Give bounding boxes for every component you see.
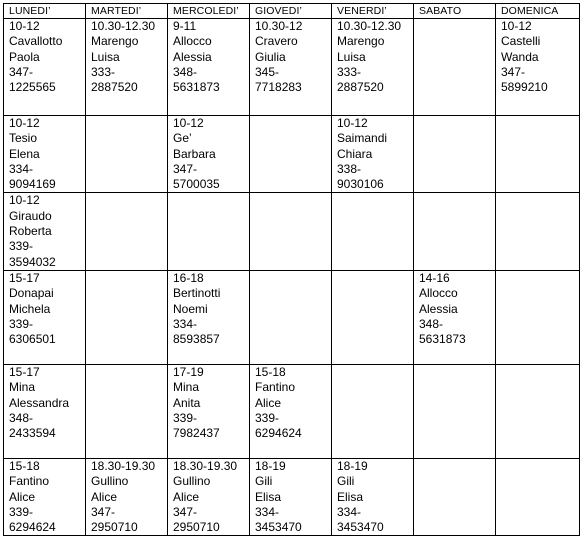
cell-line: Giraudo xyxy=(9,208,52,223)
cell-line: 347- xyxy=(91,504,116,519)
schedule-cell-martedi xyxy=(86,19,168,116)
cell-line: 18.30-19.30 xyxy=(91,458,156,473)
cell-line: 14-16 xyxy=(419,270,450,285)
schedule-cell-lunedi xyxy=(4,19,86,116)
cell-line: 339- xyxy=(9,316,34,331)
cell-line: Giulia xyxy=(255,49,286,64)
cell-line: 7718283 xyxy=(255,80,302,95)
schedule-cell-venerdi xyxy=(332,458,414,535)
cell-line: 2433594 xyxy=(9,426,56,441)
cell-line: Alice xyxy=(173,489,200,504)
cell-line: 1225565 xyxy=(9,80,56,95)
cell-line: 347- xyxy=(501,64,526,79)
cell-line: 3453470 xyxy=(255,520,302,535)
cell-line: 3453470 xyxy=(337,520,384,535)
schedule-cell-domenica xyxy=(496,270,580,364)
cell-line: Saimandi xyxy=(337,131,388,146)
cell-line: 10-12 xyxy=(337,116,368,130)
schedule-cell-martedi xyxy=(86,116,168,193)
cell-line: Barbara xyxy=(173,146,216,161)
cell-line: 18-19 xyxy=(337,458,368,473)
schedule-cell-giovedi xyxy=(250,458,332,535)
cell-line: Gili xyxy=(337,474,355,489)
schedule-cell-martedi xyxy=(86,270,168,364)
schedule-cell-martedi xyxy=(86,458,168,535)
cell-line: 339- xyxy=(9,239,34,254)
schedule-cell-giovedi xyxy=(250,116,332,193)
cell-line: Marengo xyxy=(337,34,385,49)
cell-line: 2887520 xyxy=(337,80,384,95)
cell-line: 2950710 xyxy=(173,520,220,535)
cell-line: Fantino xyxy=(9,474,50,489)
header-martedi: MARTEDI’ xyxy=(86,4,168,19)
cell-line: 339- xyxy=(173,410,198,425)
cell-line: 10-12 xyxy=(9,116,40,130)
schedule-cell-domenica xyxy=(496,364,580,458)
cell-line: 347- xyxy=(173,161,198,176)
schedule-cell-venerdi xyxy=(332,193,414,270)
schedule-cell-sabato xyxy=(414,364,496,458)
cell-line: 18-19 xyxy=(255,458,286,473)
schedule-cell-domenica xyxy=(496,193,580,270)
schedule-cell-mercoledi xyxy=(168,270,250,364)
cell-line: 10-12 xyxy=(173,116,204,130)
cell-line: Mina xyxy=(9,380,36,395)
schedule-body xyxy=(4,19,580,536)
cell-line: 9-11 xyxy=(173,19,197,33)
cell-line: Alessia xyxy=(173,49,212,64)
cell-line: Mina xyxy=(173,380,200,395)
cell-line: Roberta xyxy=(9,224,52,239)
schedule-cell-giovedi xyxy=(250,193,332,270)
cell-line: Wanda xyxy=(501,49,539,64)
schedule-cell-giovedi xyxy=(250,19,332,116)
cell-line: Bertinotti xyxy=(173,286,221,301)
schedule-cell-mercoledi xyxy=(168,19,250,116)
header-mercoledi: MERCOLEDI’ xyxy=(168,4,250,19)
schedule-cell-venerdi xyxy=(332,270,414,364)
cell-line: Alice xyxy=(255,395,282,410)
cell-line: 2950710 xyxy=(91,520,138,535)
cell-line: 348- xyxy=(173,64,198,79)
schedule-cell-domenica xyxy=(496,116,580,193)
cell-line: Alessia xyxy=(419,301,458,316)
table-row xyxy=(4,458,580,535)
cell-line: 348- xyxy=(419,316,444,331)
schedule-cell-sabato xyxy=(414,458,496,535)
schedule-cell-domenica xyxy=(496,458,580,535)
cell-line: 334- xyxy=(9,161,34,176)
cell-line: Allocco xyxy=(419,286,458,301)
table-row xyxy=(4,19,580,116)
cell-line: 339- xyxy=(255,410,280,425)
schedule-cell-mercoledi xyxy=(168,116,250,193)
schedule-cell-sabato xyxy=(414,270,496,364)
cell-line: 10-12 xyxy=(501,19,532,33)
schedule-cell-mercoledi xyxy=(168,364,250,458)
schedule-cell-giovedi xyxy=(250,270,332,364)
cell-line: 345- xyxy=(255,64,280,79)
cell-line: Noemi xyxy=(173,301,208,316)
schedule-cell-giovedi xyxy=(250,364,332,458)
cell-line: 5700035 xyxy=(173,177,220,192)
cell-line: 10.30-12 xyxy=(255,19,303,33)
cell-line: 15-17 xyxy=(9,270,40,285)
cell-line: 18.30-19.30 xyxy=(173,458,238,473)
cell-line: 333- xyxy=(91,64,116,79)
cell-line: Luisa xyxy=(91,49,120,64)
schedule-cell-lunedi xyxy=(4,364,86,458)
cell-line: 8593857 xyxy=(173,332,220,347)
cell-line: 338- xyxy=(337,161,362,176)
header-giovedi: GIOVEDI’ xyxy=(250,4,332,19)
cell-line: 2887520 xyxy=(91,80,138,95)
cell-line: Elisa xyxy=(337,489,364,504)
cell-line: 16-18 xyxy=(173,270,204,285)
schedule-cell-mercoledi xyxy=(168,458,250,535)
cell-line: 334- xyxy=(255,504,280,519)
cell-line: Paola xyxy=(9,49,40,64)
header-sabato: SABATO xyxy=(414,4,496,19)
cell-line: Tesio xyxy=(9,131,38,146)
cell-line: 334- xyxy=(337,504,362,519)
cell-line: 10.30-12.30 xyxy=(91,19,156,33)
cell-line: 3594032 xyxy=(9,254,56,269)
cell-line: 17-19 xyxy=(173,364,204,379)
cell-line: 9094169 xyxy=(9,177,56,192)
cell-line: Elena xyxy=(9,146,40,161)
header-lunedi: LUNEDI’ xyxy=(4,4,86,19)
schedule-cell-domenica xyxy=(496,19,580,116)
cell-line: 9030106 xyxy=(337,177,384,192)
cell-line: 5631873 xyxy=(173,80,220,95)
cell-line: Fantino xyxy=(255,380,296,395)
schedule-cell-sabato xyxy=(414,19,496,116)
cell-line: 347- xyxy=(173,504,198,519)
cell-line: 10-12 xyxy=(9,193,40,208)
table-row xyxy=(4,193,580,270)
cell-line: Cavallotto xyxy=(9,34,63,49)
cell-line: 10-12 xyxy=(9,19,40,33)
schedule-cell-sabato xyxy=(414,116,496,193)
schedule-cell-sabato xyxy=(414,193,496,270)
cell-line: Alice xyxy=(9,489,36,504)
weekly-schedule-table xyxy=(3,3,580,536)
cell-line: Alice xyxy=(91,489,118,504)
cell-line: Anita xyxy=(173,395,201,410)
cell-line: Luisa xyxy=(337,49,366,64)
schedule-cell-martedi xyxy=(86,364,168,458)
schedule-cell-mercoledi xyxy=(168,193,250,270)
cell-line: Ge’ xyxy=(173,131,192,146)
header-domenica: DOMENICA xyxy=(496,4,580,19)
cell-line: 339- xyxy=(9,504,34,519)
cell-line: 333- xyxy=(337,64,362,79)
cell-line: 6306501 xyxy=(9,332,56,347)
table-row xyxy=(4,116,580,193)
cell-line: 334- xyxy=(173,316,198,331)
cell-line: 5631873 xyxy=(419,332,466,347)
cell-line: Gullino xyxy=(91,474,129,489)
table-row xyxy=(4,270,580,364)
cell-line: Alessandra xyxy=(9,395,70,410)
cell-line: 6294624 xyxy=(9,520,56,535)
cell-line: 10.30-12.30 xyxy=(337,19,402,33)
cell-line: 15-17 xyxy=(9,364,40,379)
cell-line: 15-18 xyxy=(9,458,40,473)
cell-line: Chiara xyxy=(337,146,373,161)
cell-line: Michela xyxy=(9,301,51,316)
cell-line: 347- xyxy=(9,64,34,79)
schedule-cell-venerdi xyxy=(332,19,414,116)
table-row xyxy=(4,364,580,458)
cell-line: 7982437 xyxy=(173,426,220,441)
cell-line: Cravero xyxy=(255,34,298,49)
cell-line: Castelli xyxy=(501,34,541,49)
cell-line: 348- xyxy=(9,410,34,425)
cell-line: Donapai xyxy=(9,286,54,301)
cell-line: 5899210 xyxy=(501,80,548,95)
schedule-cell-martedi xyxy=(86,193,168,270)
header-row xyxy=(4,4,580,19)
cell-line: 6294624 xyxy=(255,426,302,441)
schedule-cell-lunedi xyxy=(4,193,86,270)
schedule-cell-venerdi xyxy=(332,116,414,193)
cell-line: Gili xyxy=(255,474,273,489)
cell-line: 15-18 xyxy=(255,364,286,379)
header-venerdi: VENERDI’ xyxy=(332,4,414,19)
cell-line: Elisa xyxy=(255,489,282,504)
schedule-cell-lunedi xyxy=(4,458,86,535)
cell-line: Marengo xyxy=(91,34,139,49)
cell-line: Gullino xyxy=(173,474,211,489)
cell-line: Allocco xyxy=(173,34,212,49)
schedule-cell-lunedi xyxy=(4,116,86,193)
schedule-cell-lunedi xyxy=(4,270,86,364)
schedule-cell-venerdi xyxy=(332,364,414,458)
